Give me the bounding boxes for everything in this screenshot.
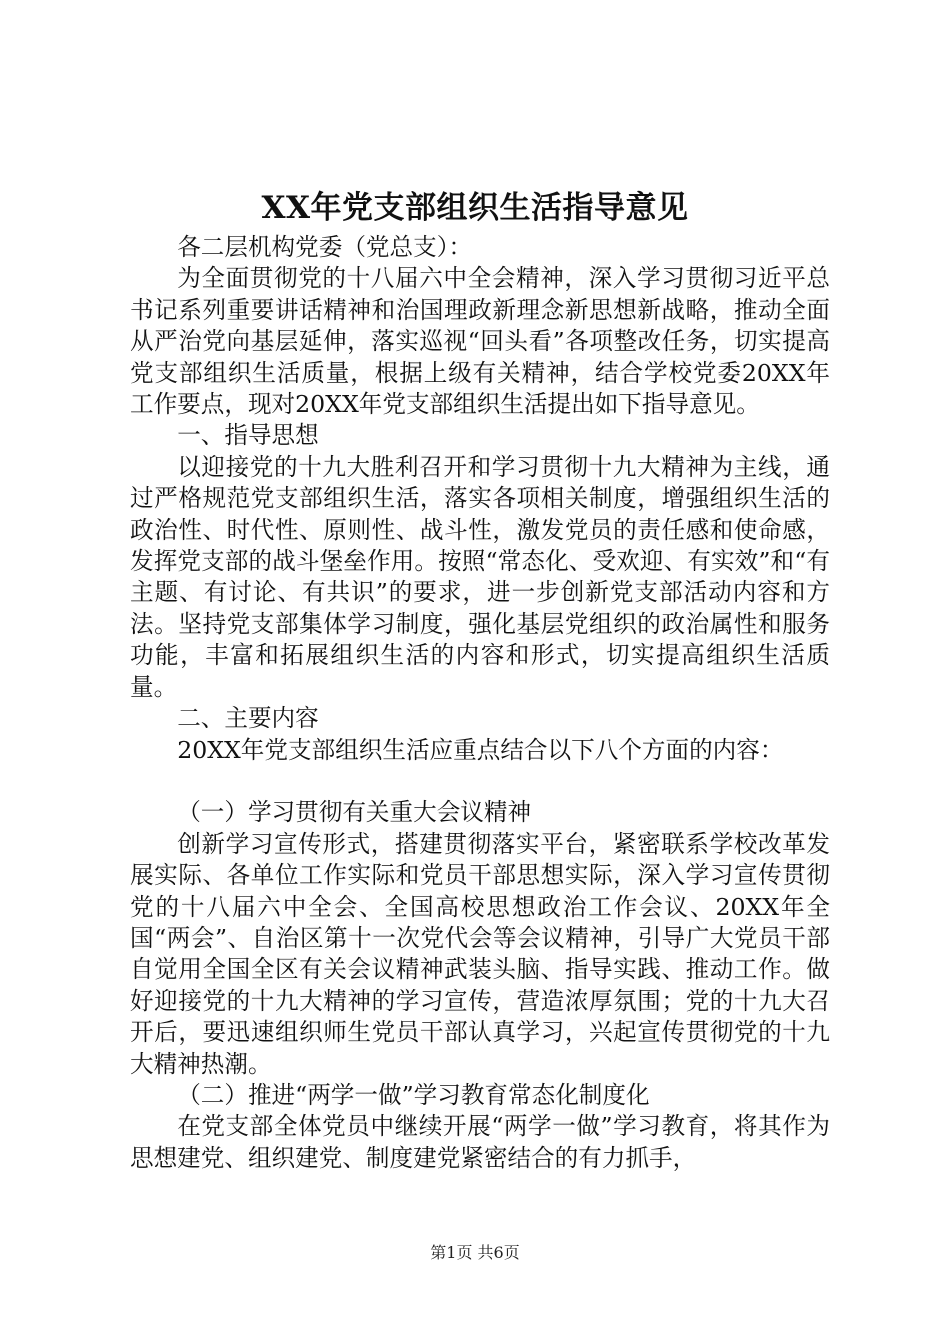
blank-line: [130, 766, 830, 797]
subsection-heading-2: （二）推进“两学一做”学习教育常态化制度化: [177, 1080, 650, 1109]
document-title: XX年党支部组织生活指导意见: [261, 190, 689, 226]
page-footer: 第1页 共6页: [430, 1243, 520, 1262]
guiding-ideology-paragraph: 以迎接党的十九大胜利召开和学习贯彻十九大精神为主线，通过严格规范党支部组织生活，落实各项相关制度，增强组织生活的政治性、时代性、原则性、战斗性，激发党员的责任感和使命感，发挥党支部的战斗堡垒作用。按照“常态化、受欢迎、有实效”和“有主题、有讨论、有共识”的要求，进一步创新党支部活动内容和方法。坚持党支部集体学习制度，强化基层党组织的政治属性和服务功能，丰富和拓展组织生活的内容和形式，切实提高组织生活质量。: [130, 452, 830, 701]
main-content-intro: 20XX年党支部组织生活应重点结合以下八个方面的内容：: [177, 735, 784, 764]
section-heading-main-content: 二、主要内容: [177, 704, 319, 733]
subsection-2-paragraph: 在党支部全体党员中继续开展“两学一做”学习教育，将其作为思想建党、组织建党、制度建党紧密结合的有力抓手，: [130, 1112, 830, 1172]
salutation: 各二层机构党委（党总支）：: [177, 233, 473, 261]
subsection-heading-1: （一）学习贯彻有关重大会议精神: [177, 798, 532, 827]
intro-paragraph: 为全面贯彻党的十八届六中全会精神，深入学习贯彻习近平总书记系列重要讲话精神和治国理政新理念新思想新战略，推动全面从严治党向基层延伸，落实巡视“回头看”各项整改任务，切实提高党支部组织生活质量，根据上级有关精神，结合学校党委20XX年工作要点，现对20XX年党支部组织生活提出如下指导意见。: [130, 264, 830, 419]
section-heading-guiding-ideology: 一、指导思想: [177, 421, 319, 450]
subsection-1-paragraph: 创新学习宣传形式，搭建贯彻落实平台，紧密联系学校改革发展实际、各单位工作实际和党员干部思想实际，深入学习宣传贯彻党的十八届六中全会、全国高校思想政治工作会议、20XX年全国“两会”、自治区第十一次党代会等会议精神，引导广大党员干部自觉用全国全区有关会议精神武装头脑、指导实践、推动工作。做好迎接党的十九大精神的学习宣传，营造浓厚氛围；党的十九大召开后，要迅速组织师生党员干部认真学习，兴起宣传贯彻党的十九大精神热潮。: [130, 829, 830, 1078]
document-body: [130, 232, 830, 1174]
